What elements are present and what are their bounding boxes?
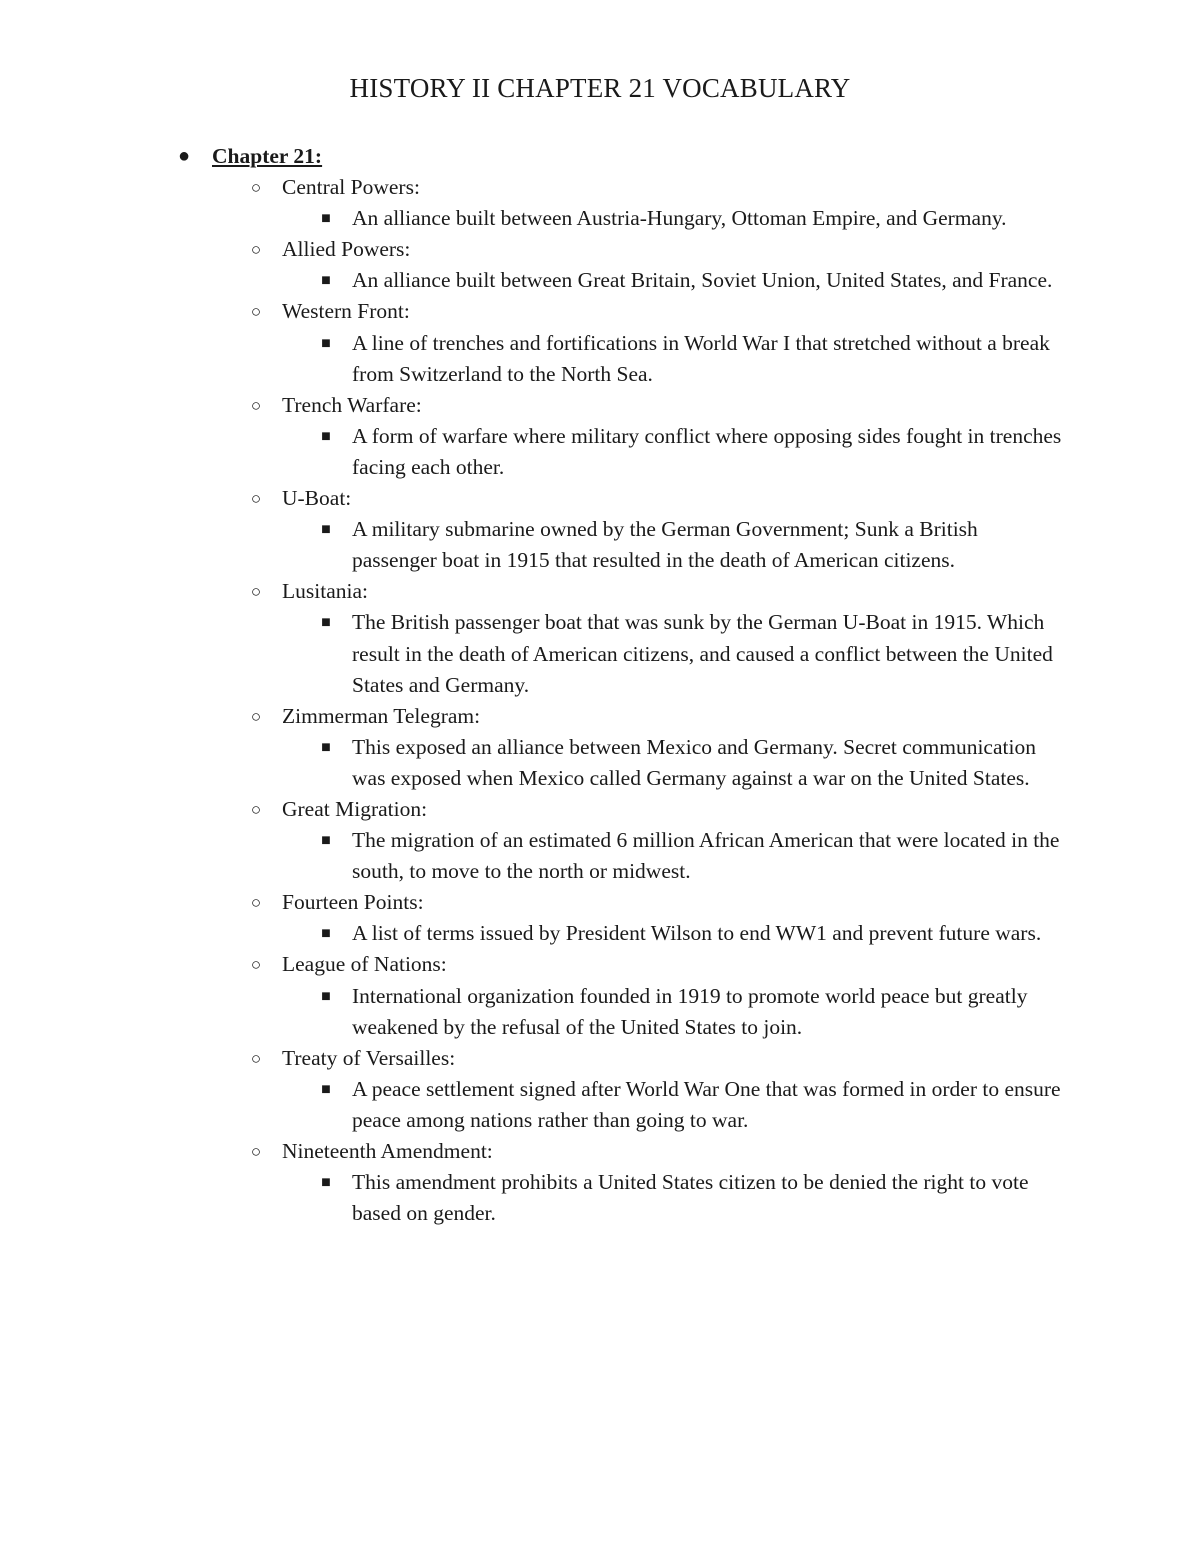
term-row — [172, 296, 1072, 327]
definition-row — [172, 328, 1072, 390]
term-entry — [172, 1136, 1072, 1229]
term-name: Trench Warfare: — [282, 392, 422, 417]
term-definition: International organization founded in 1919 to promote world peace but greatly weakened by the refusal of the United States to join. — [352, 983, 1028, 1039]
term-name: Zimmerman Telegram: — [282, 703, 481, 728]
terms-list — [172, 172, 1072, 1229]
term-definition: A list of terms issued by President Wilson to end WW1 and prevent future wars. — [352, 921, 1042, 946]
term-entry — [172, 296, 1072, 389]
definition-row — [172, 825, 1072, 887]
term-row — [172, 576, 1072, 607]
filled-circle-bullet-icon: ● — [177, 145, 191, 167]
term-row — [172, 1136, 1072, 1167]
term-entry — [172, 794, 1072, 887]
term-name: Nineteenth Amendment: — [282, 1139, 493, 1163]
definition-row — [172, 732, 1072, 794]
term-row — [172, 1043, 1072, 1074]
definition-row — [172, 421, 1072, 483]
term-definition: This amendment prohibits a United States citizen to be denied the right to vote based on gender. — [352, 1170, 1029, 1226]
hollow-circle-bullet-icon: ○ — [250, 489, 262, 509]
term-row — [172, 172, 1072, 203]
section-heading-row — [172, 141, 1072, 172]
definition-row — [172, 265, 1072, 296]
square-bullet-icon: ■ — [321, 427, 331, 445]
square-bullet-icon: ■ — [321, 1080, 331, 1098]
square-bullet-icon: ■ — [321, 614, 331, 632]
hollow-circle-bullet-icon: ○ — [250, 706, 262, 726]
hollow-circle-bullet-icon: ○ — [250, 178, 262, 198]
term-name: Fourteen Points: — [282, 890, 424, 915]
term-name: Allied Powers: — [282, 237, 411, 262]
term-definition: An alliance built between Great Britain, Soviet Union, United States, and France. — [352, 268, 1053, 293]
term-entry — [172, 949, 1072, 1042]
term-definition: The migration of an estimated 6 million African American that were located in the south, to move to the north or midwest. — [352, 828, 1060, 884]
hollow-circle-bullet-icon: ○ — [250, 1142, 262, 1161]
square-bullet-icon: ■ — [321, 987, 331, 1005]
term-definition: An alliance built between Austria-Hungary, Ottoman Empire, and Germany. — [352, 206, 1007, 231]
term-entry — [172, 576, 1072, 700]
document-title: HISTORY II CHAPTER 21 VOCABULARY — [349, 73, 851, 103]
term-name: League of Nations: — [282, 952, 447, 977]
term-entry — [172, 483, 1072, 576]
definition-row — [172, 203, 1072, 234]
definition-row — [172, 514, 1072, 576]
term-definition: A peace settlement signed after World War One that was formed in order to ensure peace among nations rather than going to war. — [352, 1076, 1061, 1132]
term-row — [172, 949, 1072, 980]
term-name: Lusitania: — [282, 579, 368, 604]
term-definition: The British passenger boat that was sunk by the German U-Boat in 1915. Which result in the death of American citizens, and caused a conflict between the United States and Germany. — [352, 610, 1053, 697]
term-entry — [172, 1043, 1072, 1136]
term-definition: A line of trenches and fortifications in World War I that stretched without a break from Switzerland to the North Sea. — [352, 330, 1050, 386]
term-definition: A military submarine owned by the German Government; Sunk a British passenger boat in 1915 that resulted in the death of American citizens. — [352, 517, 978, 573]
definition-row — [172, 1074, 1072, 1136]
vocabulary-outline — [172, 141, 1072, 1229]
definition-row — [172, 981, 1072, 1043]
term-row — [172, 390, 1072, 421]
hollow-circle-bullet-icon: ○ — [250, 799, 262, 819]
hollow-circle-bullet-icon: ○ — [250, 582, 262, 602]
term-entry — [172, 172, 1072, 234]
term-definition: A form of warfare where military conflict where opposing sides fought in trenches facing each other. — [352, 423, 1062, 479]
hollow-circle-bullet-icon: ○ — [250, 240, 262, 260]
hollow-circle-bullet-icon: ○ — [250, 1048, 262, 1068]
term-entry — [172, 887, 1072, 949]
term-name: Great Migration: — [282, 796, 428, 821]
term-row — [172, 701, 1072, 732]
term-name: Treaty of Versailles: — [282, 1045, 456, 1070]
term-entry — [172, 701, 1072, 794]
hollow-circle-bullet-icon: ○ — [250, 955, 262, 975]
square-bullet-icon: ■ — [321, 925, 331, 943]
term-name: Western Front: — [282, 299, 410, 324]
term-definition: This exposed an alliance between Mexico and Germany. Secret communication was exposed when Mexico called Germany against a war on the United States. — [352, 734, 1036, 790]
square-bullet-icon: ■ — [321, 521, 331, 539]
term-name: U-Boat: — [282, 486, 352, 511]
term-row — [172, 887, 1072, 918]
hollow-circle-bullet-icon: ○ — [250, 302, 262, 322]
term-entry — [172, 390, 1072, 483]
hollow-circle-bullet-icon: ○ — [250, 395, 262, 415]
square-bullet-icon: ■ — [321, 738, 331, 756]
term-entry — [172, 234, 1072, 296]
section-heading: Chapter 21: — [212, 144, 323, 168]
square-bullet-icon: ■ — [321, 1174, 331, 1192]
term-row — [172, 483, 1072, 514]
square-bullet-icon: ■ — [321, 210, 331, 228]
term-row — [172, 234, 1072, 265]
square-bullet-icon: ■ — [321, 334, 331, 352]
square-bullet-icon: ■ — [321, 272, 331, 290]
square-bullet-icon: ■ — [321, 832, 331, 850]
definition-row — [172, 607, 1072, 700]
definition-row — [172, 918, 1072, 949]
term-name: Central Powers: — [282, 175, 420, 200]
definition-row — [172, 1167, 1072, 1229]
term-row — [172, 794, 1072, 825]
hollow-circle-bullet-icon: ○ — [250, 893, 262, 913]
